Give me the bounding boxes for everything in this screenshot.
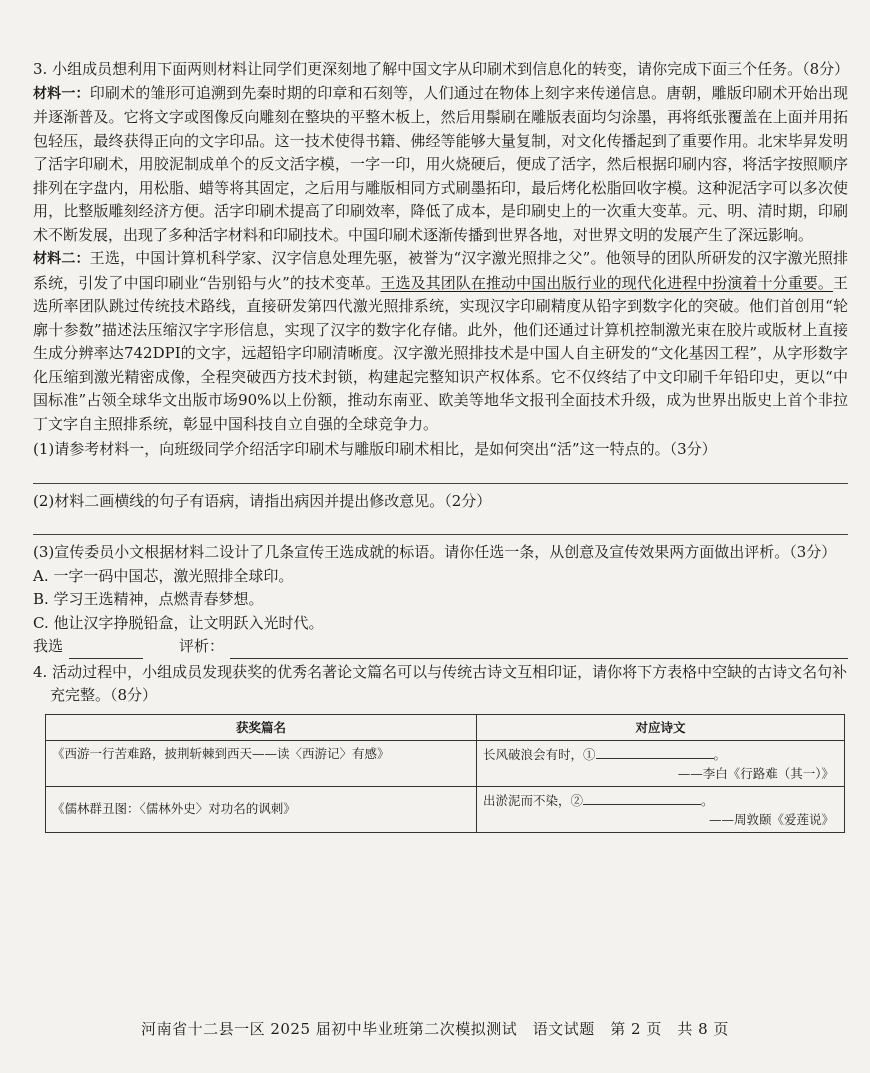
poem-blank-2[interactable] [583,790,701,805]
question-3-heading: 3. 小组成员想利用下面两则材料让同学们更深刻地了解中国文字从印刷术到信息化的转变，请你完成下面三个任务。（8分） [33,60,850,78]
material-2-text-b: 王选所率团队跳过传统技术路线，直接研发第四代激光照排系统，实现汉字印刷精度从铅字到数字化的突破。他们首创用“轮廓十参数”描述法压缩汉字字形信息，实现了汉字的数字化存储。此外，他们还通过计算机控制激光束在胶片或版材上直接生成分辨率达742DPI的文字，远超铅字印刷清晰度。汉字激光照排技术是中国人自主研发的“文化基因工程”，从字形数字化压缩到激光精密成像，全程突破西方技术封锁，构建起完整知识产权体系。它不仅终结了中文印刷千年铅印史，更以“中国标准”占领全球华文出版市场90%以上份额，推动东南亚、欧美等地华文报刊全面技术升级，成为世界出版史上首个非拉丁文字自主照排系统，彰显中国科技自立自强的全球竞争力。 [33,273,848,433]
poem-attribution: ——周敦颐《爱莲说》 [708,811,834,827]
award-title-cell: 《西游一行苦难路，披荆斩棘到西天——读〈西游记〉有感》 [46,740,477,786]
question-4-heading: 4. 活动过程中，小组成员发现获奖的优秀名著论文篇名可以与传统古诗文互相印证，请你将下方表格中空缺的古诗文名句补充完整。（8分） [33,662,848,704]
table-row [46,786,845,832]
choose-label: 我选 [33,637,64,655]
exam-content [33,58,848,833]
choice-row [33,635,848,659]
task-2-answer-line[interactable] [33,513,848,535]
poem-line: 出淤泥而不染，② [483,792,584,808]
poem-cell [477,786,845,832]
material-1-label: 材料一： [33,85,90,102]
award-title-cell: 《儒林群丑图：〈儒林外史〉对功名的讽刺》 [46,786,477,832]
table-row [46,740,845,786]
slogan-option-a: A. 一字一码中国芯，激光照排全球印。 [33,566,294,585]
material-1 [33,82,848,248]
task-2-prompt: (2)材料二画横线的句子有语病，请指出病因并提出修改意见。（2分） [33,491,492,510]
material-2-label: 材料二： [33,251,90,267]
material-2 [33,247,848,436]
poem-cell [477,740,845,786]
task-3-prompt: (3)宣传委员小文根据材料二设计了几条宣传王选成就的标语。请你任选一条，从创意及宣传效果两方面做出评析。（3分） [33,543,837,561]
material-2-underlined-sentence: 王选及其团队在推动中国出版行业的现代化进程中扮演着十分重要。 [380,273,833,292]
poem-table-header [46,714,845,740]
slogan-option-b: B. 学习王选精神，点燃青春梦想。 [33,590,264,608]
choice-blank[interactable] [69,640,143,659]
task-1-prompt: (1)请参考材料一，向班级同学介绍活字印刷术与雕版印刷术相比，是如何突出“活”这一特点的。（3分） [33,440,717,458]
material-1-text: 印刷术的雏形可追溯到先秦时期的印章和石刻等，人们通过在物体上刻字来传递信息。唐朝，雕版印刷术开始出现并逐渐普及。它将文字或图像反向雕刻在整块的平整木板上，然后用鬃刷在雕版表面均匀涂墨，再将纸张覆盖在上面并用拓包轻压，最终获得正向的文字印品。这一技术使得书籍、佛经等能够大量复制，对文化传播起到了重要作用。北宋毕昇发明了活字印刷术，用胶泥制成单个的反文活字模，一字一印，用火烧硬后，便成了活字，然后根据印刷内容，将活字按照顺序排列在字盘内，用松脂、蜡等将其固定，之后用与雕版相同方式刷墨拓印，最后烤化松脂回收字模。这种泥活字可以多次使用，比整版雕刻经济方便。活字印刷术提高了印刷效率，降低了成本，是印刷史上的一次重大变革。元、明、清时期，印刷术不断发展，出现了多种活字材料和印刷技术。中国印刷术逐渐传播到世界各地，对世界文明的发展产生了深远影响。 [33,83,848,244]
comment-blank[interactable] [230,640,848,659]
poem-table [45,714,845,833]
poem-line-end: 。 [713,746,727,762]
poem-attribution: ——李白《行路难（其一）》 [677,765,834,781]
material-2-text-a: 王选，中国计算机科学家、汉字信息处理先驱，被誉为“汉字激光照排之父”。他领导的团队所研发的汉字激光照排系统，引发了中国印刷业“告别铅与火”的技术变革。 [33,249,849,292]
header-poem: 对应诗文 [477,714,845,740]
poem-line: 长风破浪会有时，① [483,746,596,762]
task-1-answer-line[interactable] [33,462,848,484]
poem-line-end: 。 [701,792,714,808]
comment-label: 评析： [179,637,225,655]
poem-blank-1[interactable] [596,744,714,759]
page-footer: 河南省十二县一区 2025 届初中毕业班第二次模拟测试 语文试题 第 2 页 共 8 页 [141,1020,729,1038]
header-award-title: 获奖篇名 [46,714,477,740]
slogan-option-c: C. 他让汉字挣脱铅盒，让文明跃入光时代。 [33,613,324,632]
